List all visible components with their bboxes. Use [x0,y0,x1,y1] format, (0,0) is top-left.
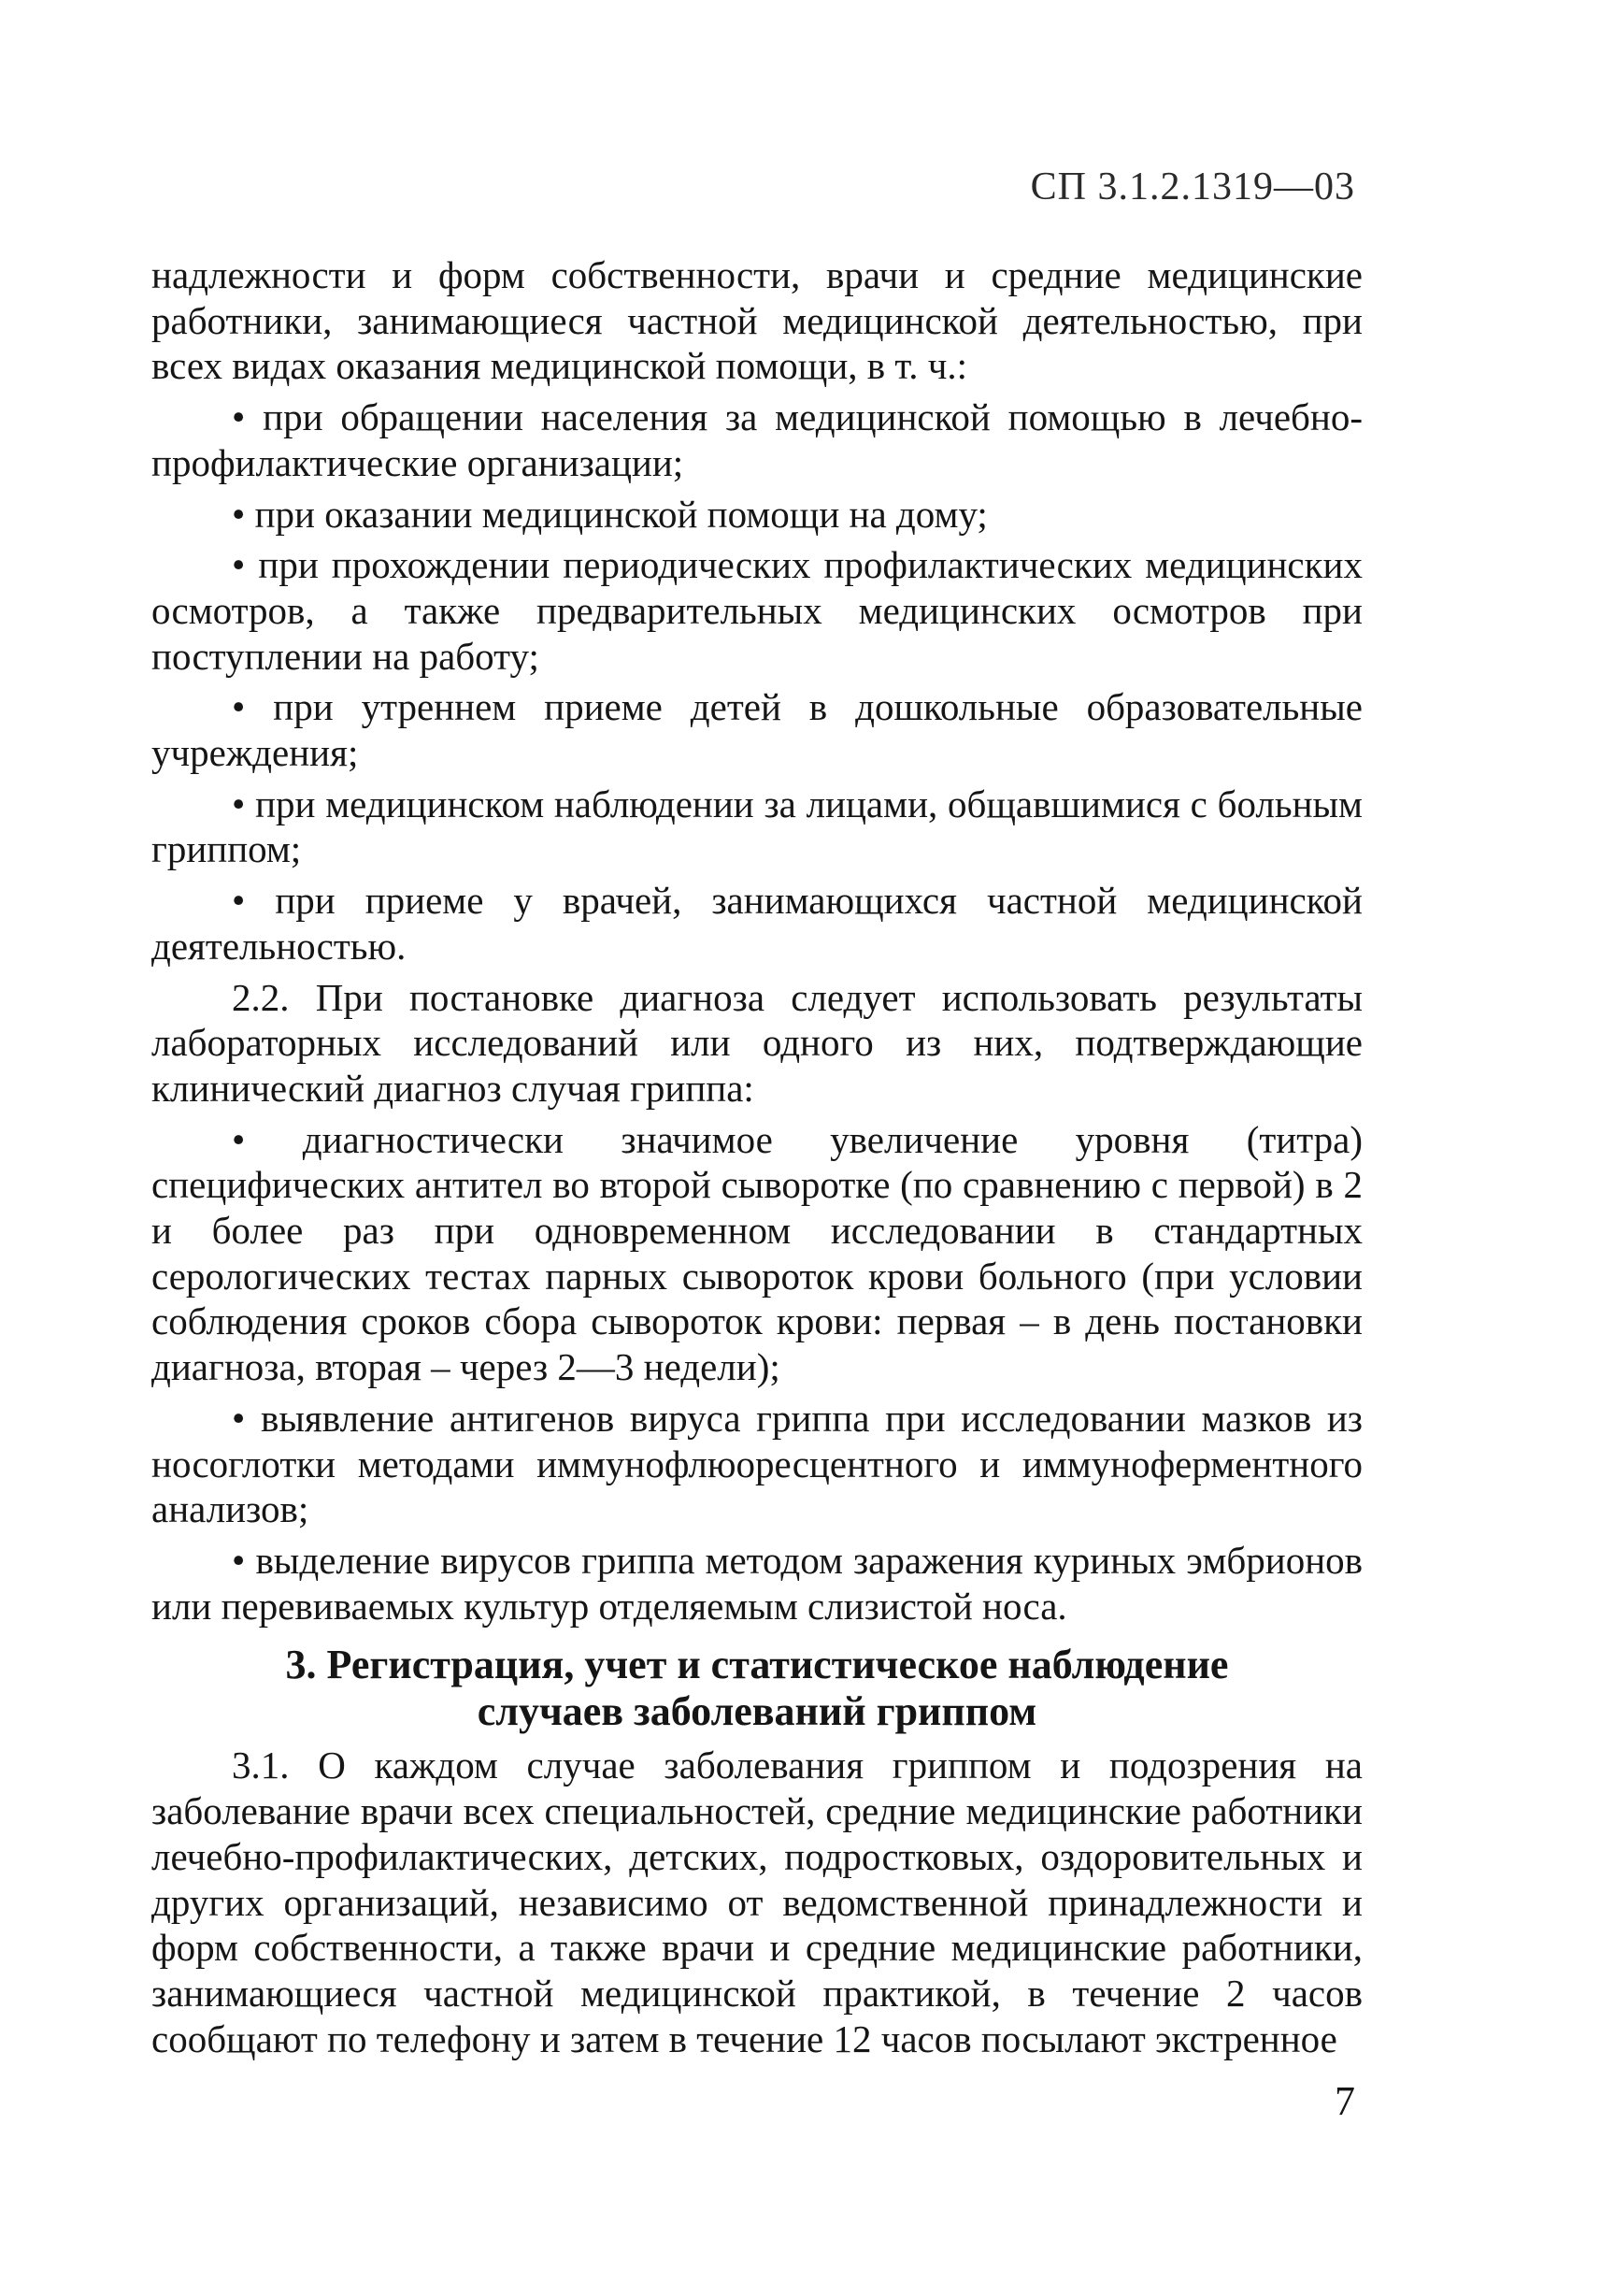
page-number: 7 [1335,2078,1355,2124]
document-body [151,252,1363,2067]
paragraph-continuation: надлежности и форм собственности, врачи и средние медицинские работники, занимающиеся частной медицинской деятельностью, при всех видах оказания медицинской помощи, в т. ч.: [151,253,1363,388]
paragraph-3-1: 3.1. О каждом случае заболевания гриппом и подозрения на заболевание врачи всех специальностей, средние медицинские работники лечебно-профилактических, детских, подростковых, оздоровительных и других организаций, независимо от ведомственной принадлежности и форм собственности, а также врачи и средние медицинские работники, занимающиеся частной медицинской практикой, в течение 2 часов сообщают по телефону и затем в течение 12 часов посылают экстренное [151,1744,1363,2060]
bullet-item: • диагностически значимое увеличение уровня (титра) специфических антител во второй сыворотке (по сравнению с первой) в 2 и более раз при одновременном исследовании в стандартных серологических тестах парных сывороток крови больного (при условии соблюдения сроков сбора сывороток крови: первая – в день постановки диагноза, вторая – через 2—3 недели); [151,1117,1363,1390]
document-code-header: СП 3.1.2.1319—03 [1030,165,1355,208]
bullet-item: • при утреннем приеме детей в дошкольные образовательные учреждения; [151,684,1363,775]
bullet-item: • при прохождении периодических профилактических медицинских осмотров, а также предварительных медицинских осмотров при поступлении на работу; [151,542,1363,679]
paragraph-2-2: 2.2. При постановке диагноза следует использовать результаты лабораторных исследований или одного из них, подтверждающие клинический диагноз случая гриппа: [151,975,1363,1110]
bullet-item: • выявление антигенов вируса гриппа при исследовании мазков из носоглотки методами иммунофлюоресцентного и иммуноферментного анализов; [151,1396,1363,1532]
bullet-item: • при приеме у врачей, занимающихся частной медицинской деятельностью. [151,878,1363,969]
section-heading: 3. Регистрация, учет и статистическое наблюдение случаев заболеваний гриппом [285,1642,1229,1735]
bullet-item: • при медицинском наблюдении за лицами, общавшимися с больным гриппом; [151,782,1363,872]
bullet-item: • при оказании медицинской помощи на дому; [151,492,1363,538]
bullet-item: • выделение вирусов гриппа методом заражения куриных эмбрионов или перевиваемых культур отделяемым слизистой носа. [151,1538,1363,1629]
bullet-item: • при обращении населения за медицинской помощью в лечебно-профилактические организации; [151,395,1363,485]
